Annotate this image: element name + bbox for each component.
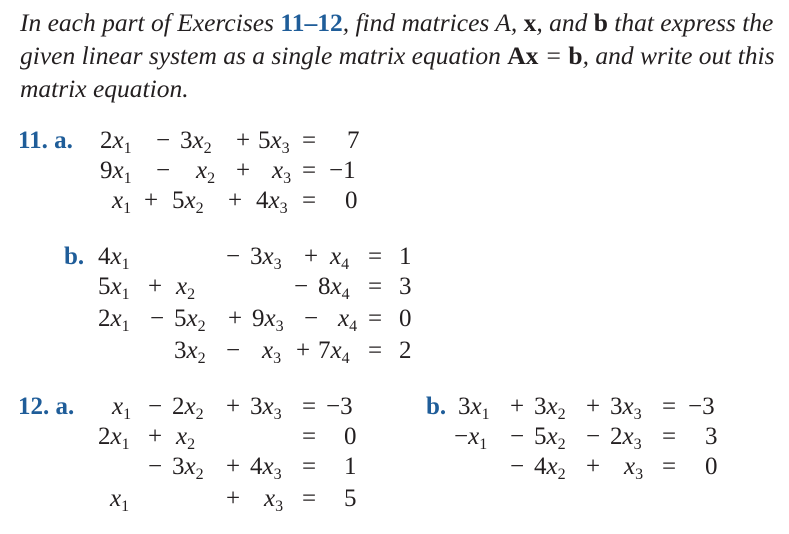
- system-12a-row1: $x_1$ − $2x_2$ + $3x_3$ = −3: [112, 393, 353, 423]
- ex12-part-b: [426, 392, 446, 422]
- ex11-part-b-label: b.: [64, 243, 85, 270]
- exercise-range: 11–12: [280, 8, 343, 37]
- instr-part1: In each part of Exercises: [20, 8, 281, 37]
- exercise-11-label: 11. a.: [18, 127, 73, 154]
- system-12b-row3: − $4x_2$ + $x_3$ = 0: [510, 453, 718, 483]
- instr-part6: , and write out this matrix equation.: [20, 41, 775, 103]
- ex12-part-a-label: a.: [55, 393, 75, 420]
- system-11b-row2: $5x_1$ + $x_2$ − $8x_4$ = 3: [98, 273, 412, 303]
- ex12-part-b-label: b.: [426, 393, 447, 420]
- vector-b-2: b: [568, 41, 583, 70]
- instr-part5: that express the given linear system as a single matrix equation: [20, 8, 774, 70]
- instr-part3: ,: [510, 8, 524, 37]
- system-12a-row2: $2x_1$ + $x_2$ = 0: [98, 423, 357, 453]
- system-12b-row1: $3x_1$ + $3x_2$ + $3x_3$ = −3: [458, 393, 715, 423]
- system-12a-row4: $x_1$ + $x_3$ = 5: [110, 485, 357, 515]
- system-11b-row4: $3x_2$ − $x_3$ + $7x_4$ = 2: [174, 337, 412, 367]
- system-12a-row3: − $3x_2$ + $4x_3$ = 1: [148, 453, 357, 483]
- system-12b-row2: $-x_1$ − $5x_2$ − $2x_3$ = 3: [454, 423, 718, 453]
- ex11-part-b: [64, 242, 84, 272]
- system-11a-row2: $9x_1$ − $x_2$ + $x_3$ = −1: [100, 157, 356, 187]
- vector-b: b: [593, 8, 608, 37]
- exercise-12-label: 12. a.: [18, 393, 75, 420]
- instr-equals: =: [538, 41, 569, 70]
- vector-x: x: [523, 8, 537, 37]
- instr-part2: , find matrices: [342, 8, 496, 37]
- system-11a-row3: $x_1$ + $5x_2$ + $4x_3$ = 0: [112, 187, 358, 217]
- matrix-A: A: [495, 8, 511, 37]
- ex11-part-a-label: a.: [54, 127, 73, 154]
- system-11b-row1: $4x_1$ − $3x_3$ + $x_4$ = 1: [98, 243, 412, 273]
- term: $2x_1$: [100, 127, 132, 157]
- Ax-term: Ax: [507, 41, 539, 70]
- system-11a: $2x_1$ − $3x_2$ + $5x_3$ = 7: [100, 127, 360, 157]
- exercise-instructions: [20, 6, 780, 105]
- instr-part4: , and: [536, 8, 594, 37]
- system-11b-row3: $2x_1$ − $5x_2$ + $9x_3$ − $x_4$ = 0: [98, 305, 412, 335]
